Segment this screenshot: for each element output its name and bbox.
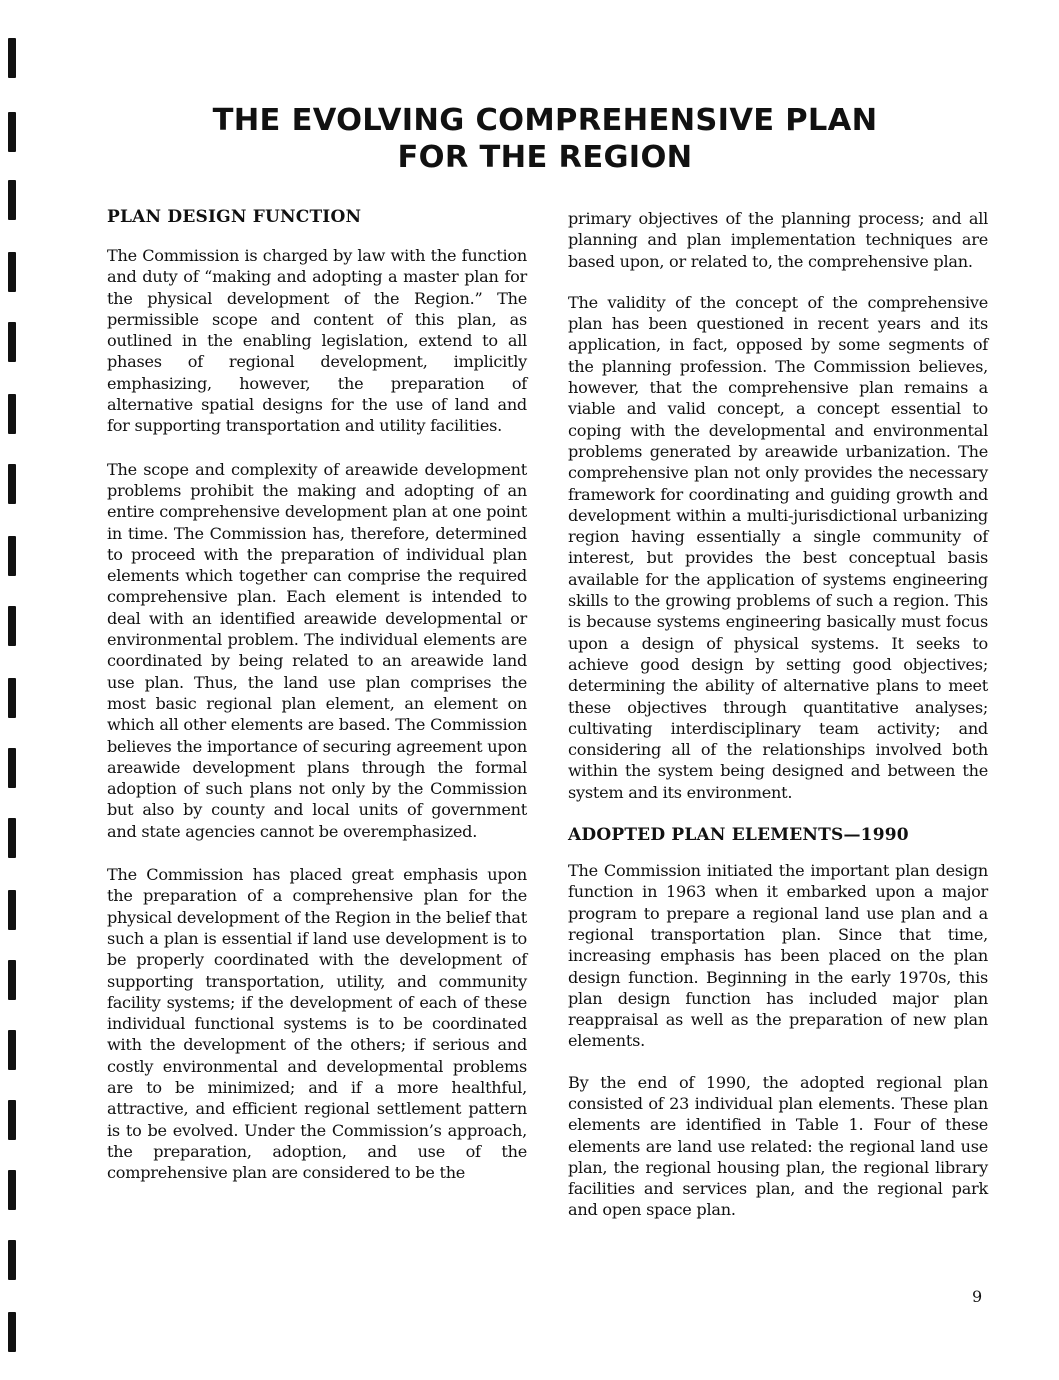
binding-mark [8,890,16,930]
paragraph: primary objectives of the planning process; and all planning and plan implementation techniques are based upon, or related to, the comprehensive plan. [568,209,988,271]
paragraph: The Commission has placed great emphasis upon the preparation of a comprehensive plan for the physical development of the Region in the belief that such a plan is essential if land use development is to be properly coordinated with the development of supporting transportation, utility, and community facility systems; if the development of each of these individual functional systems is to be coordinated with the development of the others; if serious and costly environmental and developmental problems are to be minimized; and if a more healthful, attractive, and efficient regional settlement pattern is to be evolved. Under the Commission’s approach, the preparation, adoption, and use of the comprehensive plan are considered to be the [107,865,527,1183]
binding-mark [8,252,16,292]
section-heading-adopted-plan-elements: ADOPTED PLAN ELEMENTS—1990 [568,825,909,846]
page-title [0,102,1059,176]
paragraph: The Commission initiated the important plan design function in 1963 when it embarked upon a major program to prepare a regional land use plan and a regional transportation plan. Since that time, increasing emphasis has been placed on the plan design function. Beginning in the early 1970s, this plan design function has included major plan reappraisal as well as the preparation of new plan elements. [568,861,988,1051]
binding-mark [8,38,16,78]
binding-mark [8,960,16,1000]
binding-mark [8,536,16,576]
paragraph: The Commission is charged by law with the function and duty of “making and adopting a master plan for the physical development of the Region.” The permissible scope and content of this plan, as outlined in the enabling legislation, extend to all phases of regional development, implicitly emphasizing, however, the preparation of alternative spatial designs for the use of land and for supporting transportation and utility facilities. [107,246,527,436]
binding-mark [8,1170,16,1210]
binding-mark [8,394,16,434]
title-line-2: FOR THE REGION [397,140,693,175]
section-heading-plan-design-function: PLAN DESIGN FUNCTION [107,207,362,227]
binding-mark [8,606,16,646]
paragraph: The validity of the concept of the comprehensive plan has been questioned in recent years and its application, in fact, opposed by some segments of the planning profession. The Commission believes, however, that the comprehensive plan remains a viable and valid concept, a concept essential to coping with the developmental and environmental problems generated by areawide urbanization. The comprehensive plan not only provides the necessary framework for coordinating and guiding growth and development within a multi-jurisdictional urbanizing region having essentially a single community of interest, but provides the best conceptual basis available for the application of systems engineering skills to the growing problems of such a region. This is because systems engineering basically must focus upon a design of physical systems. It seeks to achieve good design by setting good objectives; determining the ability of alternative plans to meet these objectives through quantitative analyses; cultivating interdisciplinary team activity; and considering all of the relationships involved both within the system being designed and between the system and its environment. [568,292,988,802]
left-column [107,205,527,1205]
binding-mark [8,748,16,788]
binding-mark [8,322,16,362]
page-number: 9 [972,1287,983,1306]
right-column [568,208,988,1241]
paragraph: The scope and complexity of areawide development problems prohibit the making and adopting of an entire comprehensive development plan at one point in time. The Commission has, therefore, determined to proceed with the preparation of individual plan elements which together can comprise the required comprehensive plan. Each element is intended to deal with an identified areawide developmental or environmental problem. The individual elements are coordinated by being related to an areawide land use plan. Thus, the land use plan comprises the most basic regional plan element, an element on which all other elements are based. The Commission believes the importance of securing agreement upon areawide development plans through the formal adoption of such plans not only by the Commission but also by county and local units of government and state agencies cannot be overemphasized. [107,459,527,841]
title-line-1: THE EVOLVING COMPREHENSIVE PLAN [212,103,878,138]
binding-mark [8,1312,16,1352]
binding-mark [8,678,16,718]
binding-mark [8,180,16,220]
binding-mark [8,464,16,504]
paragraph: By the end of 1990, the adopted regional plan consisted of 23 individual plan elements. These plan elements are identified in Table 1. Four of these elements are land use related: the regional land use plan, the regional housing plan, the regional library facilities and services plan, and the regional park and open space plan. [568,1072,988,1220]
binding-marks [8,0,22,1380]
binding-mark [8,1100,16,1140]
binding-mark [8,1240,16,1280]
binding-mark [8,1030,16,1070]
binding-mark [8,818,16,858]
